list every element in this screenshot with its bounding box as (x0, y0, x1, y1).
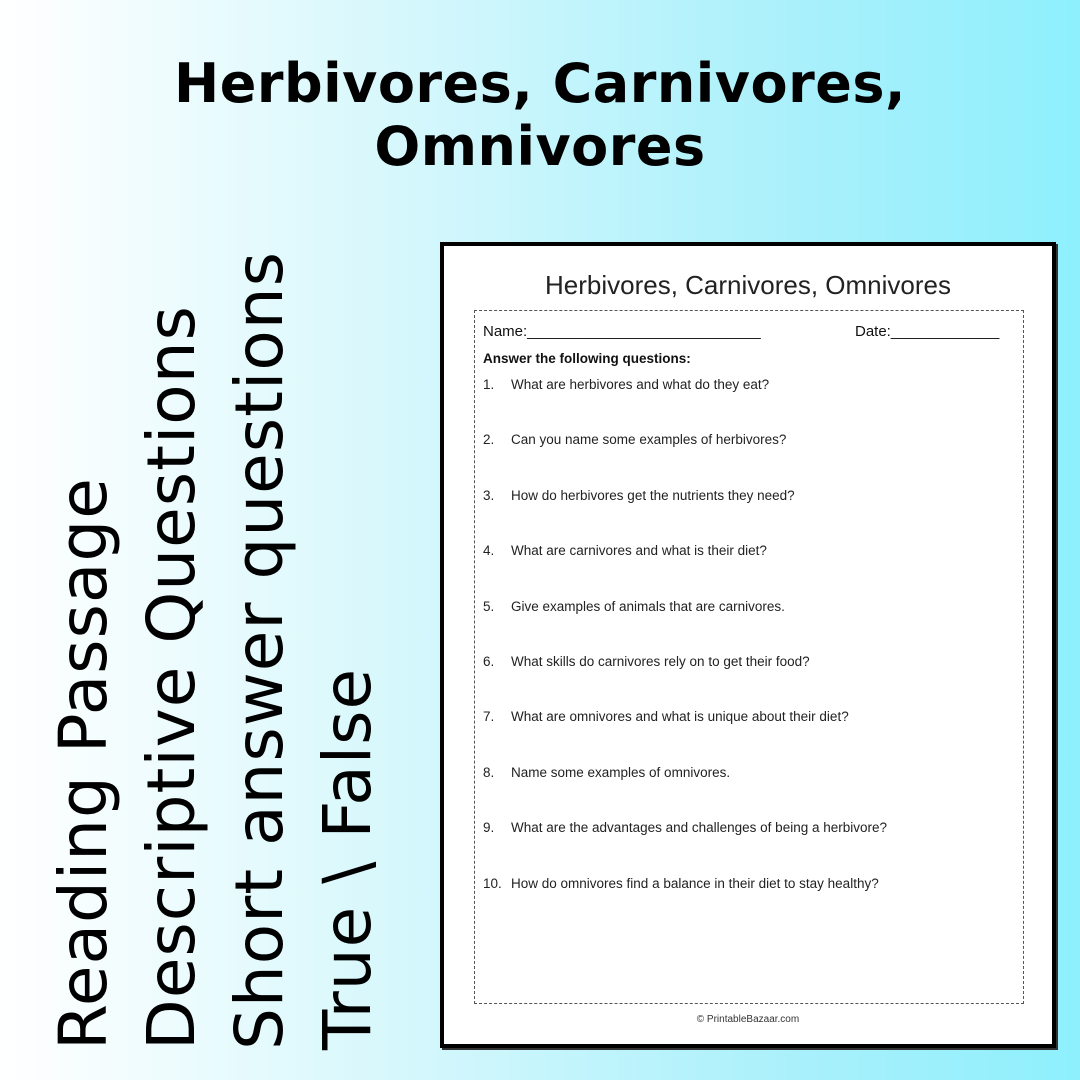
question-number: 3. (483, 487, 495, 503)
question-text: How do omnivores find a balance in their diet to stay healthy? (511, 875, 879, 891)
list-item (483, 654, 1013, 709)
question-number: 9. (483, 820, 495, 836)
worksheet-preview (440, 242, 1056, 1048)
question-number: 5. (483, 598, 495, 614)
question-text: What are carnivores and what is their diet? (511, 543, 767, 559)
question-text: What are omnivores and what is unique about their diet? (511, 709, 849, 725)
question-text: What are the advantages and challenges of being a herbivore? (511, 820, 888, 836)
date-field-label: Date:_____________ (855, 323, 1000, 340)
question-number: 7. (483, 709, 495, 725)
name-date-row (483, 323, 1013, 340)
question-text: How do herbivores get the nutrients they need? (511, 487, 795, 503)
list-item (483, 488, 1013, 543)
question-number: 8. (483, 764, 495, 780)
list-item (483, 377, 1013, 432)
question-text: Can you name some examples of herbivores? (511, 432, 787, 448)
question-text: What skills do carnivores rely on to get their food? (511, 653, 810, 669)
worksheet-title: Herbivores, Carnivores, Omnivores (544, 270, 951, 300)
feature-reading-passage: Reading Passage (45, 477, 122, 1050)
question-number: 10. (483, 875, 502, 891)
question-text: What are herbivores and what do they eat? (511, 377, 770, 392)
question-number: 2. (483, 432, 495, 448)
question-text: Name some examples of omnivores. (511, 764, 731, 780)
feature-short-answer-questions: Short answer questions (221, 251, 298, 1050)
question-number: 6. (483, 653, 495, 669)
list-item (483, 820, 1013, 875)
list-item (483, 876, 1013, 931)
list-item (483, 599, 1013, 654)
feature-true-false: True \ False (309, 667, 386, 1050)
list-item (483, 765, 1013, 820)
question-number: 4. (483, 543, 495, 559)
feature-descriptive-questions: Descriptive Questions (133, 305, 210, 1050)
question-text: Give examples of animals that are carnivores. (511, 598, 785, 614)
page-title: Herbivores, Carnivores, Omnivores (174, 52, 906, 178)
list-item (483, 709, 1013, 764)
list-item (483, 543, 1013, 598)
question-list (483, 377, 1013, 931)
feature-list (40, 251, 392, 1050)
list-item (483, 432, 1013, 487)
copyright-footer: © PrintableBazaar.com (696, 1014, 800, 1025)
instruction-text: Answer the following questions: (483, 351, 691, 366)
worksheet-content-box (474, 310, 1024, 1004)
name-field-label: Name:____________________________ (483, 323, 761, 340)
question-number: 1. (483, 377, 495, 392)
